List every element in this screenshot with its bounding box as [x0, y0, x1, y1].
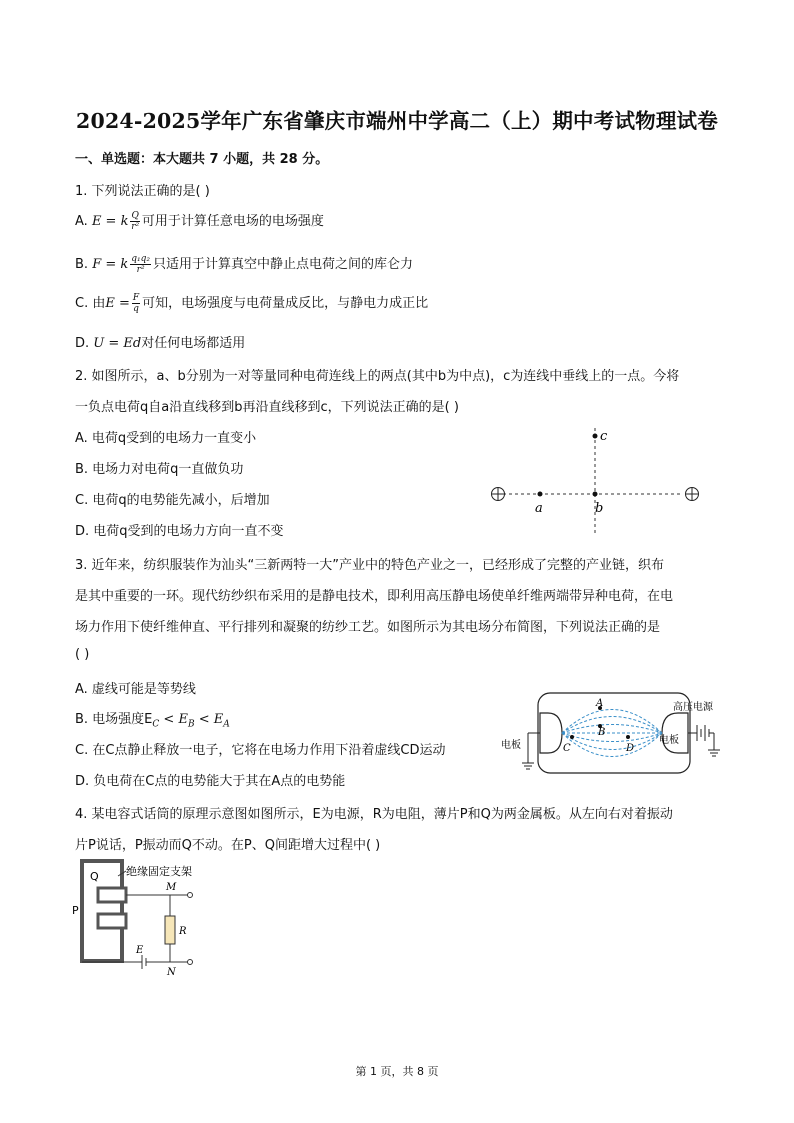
- label-P: P: [72, 904, 79, 917]
- q3-line-1: 3. 近年来，纺织服装作为汕头“三新两特一大”产业中的特色产业之一，已经形成了完整的产业链，织布: [75, 558, 665, 573]
- q1-option-a: [75, 210, 324, 232]
- q3-field-lines: [562, 710, 662, 757]
- point-C-dot: [570, 735, 574, 739]
- right-plate-label: 电板: [659, 735, 679, 746]
- label-E: E: [136, 945, 144, 956]
- q1-c-num: F: [132, 293, 140, 303]
- q1-d-text: 对任何电场都适用: [141, 336, 246, 351]
- q2-line-2: 一负点电荷q自a沿直线移到b再沿直线移到c，下列说法正确的是( ): [75, 400, 459, 415]
- q1-c-formula: E =: [105, 296, 130, 311]
- q1-a-text: 可用于计算任意电场的电场强度: [141, 214, 324, 229]
- positive-charge-right-icon: [686, 488, 699, 501]
- q1-b-num: q₁q₂: [131, 254, 150, 264]
- q1-b-fraction: [130, 254, 151, 275]
- power-supply-label: 高压电源: [673, 702, 713, 713]
- page-footer: 第 1 页，共 8 页: [355, 1065, 439, 1078]
- label-b: b: [595, 501, 604, 516]
- q1-b-text: 只适用于计算真空中静止点电荷之间的库仑力: [153, 257, 414, 272]
- terminal-N: [188, 960, 193, 965]
- q2-option-d: D. 电荷q受到的电场力方向一直不变: [75, 524, 284, 539]
- exam-title: 2024-2025学年广东省肇庆市端州中学高二（上）期中考试物理试卷: [76, 109, 718, 133]
- q2-option-a: A. 电荷q受到的电场力一直变小: [75, 431, 257, 446]
- terminal-M: [188, 893, 193, 898]
- q3-right-plate: [662, 713, 688, 753]
- q3-option-a: A. 虚线可能是等势线: [75, 682, 196, 697]
- label-N: N: [167, 967, 176, 978]
- q4-line-2: 片P说话，P振动而Q不动。在P、Q间距增大过程中( ): [75, 838, 381, 853]
- label-R: R: [179, 926, 187, 937]
- q1-d-prefix: D.: [75, 336, 94, 351]
- label-a: a: [535, 501, 543, 516]
- q1-c-fraction: [132, 293, 140, 314]
- q1-b-formula: F = k: [92, 257, 129, 272]
- q2-option-c: C. 电荷q的电势能先减小，后增加: [75, 493, 270, 508]
- label-B: B: [598, 727, 606, 738]
- q3-left-plate: [540, 713, 562, 753]
- q1-stem: 1. 下列说法正确的是( ): [75, 184, 210, 199]
- q2-option-b: B. 电场力对电荷q一直做负功: [75, 462, 244, 477]
- label-M: M: [166, 882, 177, 893]
- positive-charge-left-icon: [492, 488, 505, 501]
- section-heading: 一、单选题：本大题共 7 小题，共 28 分。: [75, 152, 329, 167]
- q3-line-2: 是其中重要的一环。现代纺纱织布采用的是静电技术，即利用高压静电场使单纤维两端带异种电荷，在电: [75, 589, 674, 604]
- q1-a-formula: E = k: [91, 214, 129, 229]
- label-Q: Q: [90, 870, 99, 883]
- q3-option-d: D. 负电荷在C点的电势能大于其在A点的电势能: [75, 774, 346, 789]
- q1-option-d: [75, 332, 245, 351]
- q3-option-c: C. 在C点静止释放一电子，它将在电场力作用下沿着虚线CD运动: [75, 743, 446, 758]
- q4-microphone-diagram: [68, 858, 228, 978]
- label-A: A: [596, 698, 604, 709]
- battery-icon: [697, 725, 709, 741]
- label-C: C: [563, 743, 571, 754]
- point-b-dot: [593, 492, 598, 497]
- q1-d-formula: U = Ed: [93, 336, 142, 351]
- q4-frame: [82, 861, 122, 961]
- q1-b-den: r²: [136, 265, 145, 275]
- point-a-dot: [538, 492, 543, 497]
- q1-option-b: [75, 253, 413, 275]
- point-D-dot: [626, 735, 630, 739]
- q1-a-den: r²: [131, 222, 140, 232]
- q1-c-prefix: C. 由: [75, 296, 106, 311]
- q1-c-den: q: [133, 304, 139, 314]
- q3-option-b: B. 电场强度$E_C < E_B < E_A$: [75, 712, 230, 730]
- q3-field-diagram: [500, 688, 730, 778]
- q1-option-c: [75, 292, 428, 314]
- label-D: D: [626, 743, 635, 754]
- support-label: 绝缘固定支架: [126, 865, 192, 878]
- resistor-R: [165, 916, 175, 944]
- right-ground-icon: [708, 750, 720, 756]
- label-c: c: [600, 429, 608, 444]
- q4-plate-Q: [98, 888, 126, 902]
- q4-line-1: 4. 某电容式话筒的原理示意图如图所示，E为电源，R为电阻，薄片P和Q为两金属板。从左向右对着振动: [75, 807, 673, 822]
- battery-E-icon: [142, 955, 146, 969]
- left-ground-icon: [522, 763, 534, 769]
- q3-line-4: ( ): [75, 647, 90, 662]
- q1-b-prefix: B.: [75, 257, 93, 272]
- q3-line-3: 场力作用下使纤维伸直、平行排列和凝聚的纺纱工艺。如图所示为其电场分布简图，下列说法正确的是: [75, 620, 661, 635]
- q1-a-fraction: [130, 211, 139, 232]
- q1-c-text: 可知，电场强度与电荷量成反比，与静电力成正比: [142, 296, 429, 311]
- q2-line-1: 2. 如图所示，a、b分别为一对等量同种电荷连线上的两点(其中b为中点)，c为连线中垂线上的一点。今将: [75, 369, 680, 384]
- q2-charge-diagram: [485, 420, 710, 540]
- q4-plate-P: [98, 914, 126, 928]
- left-plate-label: 电板: [501, 740, 521, 751]
- q3-b-prefix: B. 电场强度E: [75, 712, 153, 727]
- q1-a-num: Q: [131, 211, 139, 221]
- q1-a-prefix: A.: [75, 214, 92, 229]
- point-c-dot: [593, 434, 598, 439]
